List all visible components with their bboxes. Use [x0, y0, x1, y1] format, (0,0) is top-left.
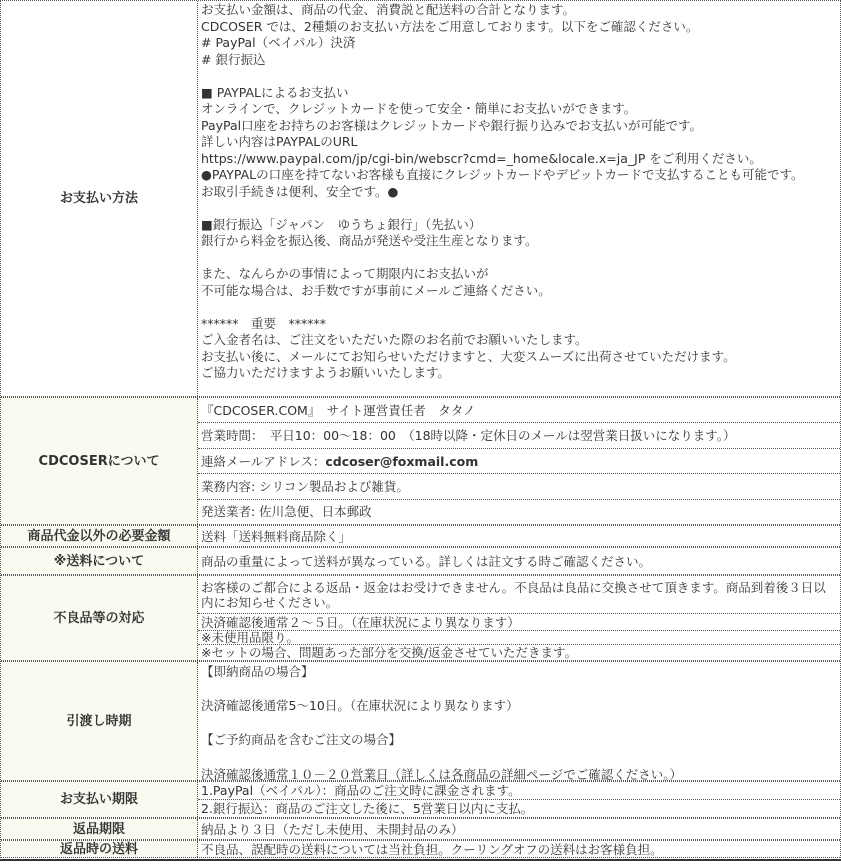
row-label-extra-fees: 商品代金以外の必要金額	[1, 526, 198, 546]
text-line: CDCOSER では、2種類のお支払い方法をご用意しております。以下をご確認ください。	[201, 18, 699, 34]
shipping-carrier-line: 発送業者: 佐川急便、日本郵政	[201, 504, 372, 520]
text-line: オンラインで、クレジットカードを使って安全・簡単にお支払いができます。	[201, 101, 637, 116]
text-line: 詳しい内容はPAYPALのURL	[201, 134, 358, 149]
text-line: 銀行から料金を振込後、商品が発送や受注生産となります。	[201, 233, 538, 248]
blank-line	[201, 200, 838, 217]
row-label-shipping-note: ※送料について	[1, 548, 198, 574]
row-about-cdcoser	[1, 397, 840, 525]
row-label-delivery-timing: 引渡し時期	[1, 662, 198, 780]
row-payment-deadline	[1, 781, 840, 818]
bottom-divider-bar	[0, 859, 841, 861]
extra-fees-content: 送料「送料無料商品除く」	[201, 529, 352, 544]
text-line: ご入金者名は、ご注文をいただいた際のお名前でお願いいたします。	[201, 332, 588, 347]
delivery-timing-content	[198, 662, 840, 780]
defects-processing-time-line: 決済確認後通常２～５日。（在庫状況により異なります）	[198, 614, 840, 631]
payment-method-content	[198, 1, 840, 396]
text-line: 【即納商品の場合】	[201, 664, 314, 679]
shipping-note-content: 商品の重量によって送料が異なっている。詳しくは註文する時ご確認ください。	[201, 554, 652, 569]
row-payment-method	[1, 1, 840, 397]
text-line: ■ PAYPALによるお支払い	[201, 84, 349, 100]
contact-line	[198, 449, 840, 474]
row-delivery-timing	[1, 661, 840, 781]
business-description-line: 業務内容: シリコン製品および雑貨。	[198, 474, 840, 499]
defects-handling-content	[198, 576, 840, 660]
blank-line	[201, 250, 838, 267]
text-line: お支払い金額は、商品の代金、消費説と配送料の合計となります。	[201, 2, 576, 17]
text-line: # PayPal（ベイパル）決済	[201, 35, 356, 50]
blank-line	[201, 714, 838, 731]
business-hours-line: 営業時間： 平日10：00～18：00 （18時以降・定休日のメールは翌営業日扱いになります。）	[198, 423, 840, 448]
paypal-url-line: https://www.paypal.com/jp/cgi-bin/webscr?cmd=_home&locale.x=ja_JP をご利用ください。	[201, 150, 762, 166]
text-line: PayPal口座をお持ちのお客様はクレジットカードや銀行振り込みでお支払いが可能です。	[201, 117, 702, 133]
text-line: 決済確認後通常5～10日。（在庫状況により異なります）	[201, 698, 519, 714]
contact-label: 連絡メールアドレス：	[201, 453, 326, 469]
row-label-about-cdcoser: CDCOSERについて	[1, 398, 198, 524]
defects-unused-only-line: ※未使用品限り。	[198, 631, 840, 645]
text-line: ●PAYPALの口座を持てないお客様も直接にクレジットカードやデビットカードで支払することも可能です。	[201, 167, 804, 182]
paypal-deadline-line: 1.PayPal（ベイパル）：商品のご注文時に課金されます。	[198, 782, 840, 800]
text-line: また、なんらかの事情によって期限内にお支払いが	[201, 266, 489, 281]
important-note-header: ****** 重要 ******	[201, 315, 327, 331]
return-deadline-content: 納品より３日（ただし未使用、未開封品のみ）	[201, 822, 464, 837]
about-cdcoser-content	[198, 398, 840, 524]
row-label-return-deadline: 返品期限	[1, 819, 198, 839]
text-line: お支払い後に、メールにてお知らせいただけますと、大変スムーズに出荷させていただけます。	[201, 348, 736, 364]
contact-email: cdcoser@foxmail.com	[325, 453, 479, 469]
row-label-payment-method: お支払い方法	[1, 1, 198, 396]
text-line: 決済確認後通常１０－２０営業日（詳しくは各商品の詳細ページでご確認ください。）	[201, 766, 683, 780]
text-line: お取引手続きは便利、安全です。●	[201, 183, 399, 199]
defects-set-exchange-line: ※セットの場合、問題あった部分を交換/返金させていただきます。	[201, 645, 578, 660]
blank-line	[201, 680, 838, 697]
row-return-shipping	[1, 840, 840, 858]
text-line: # 銀行振込	[201, 51, 266, 67]
text-line: 【ご予約商品を含むご注文の場合】	[201, 732, 402, 748]
row-label-return-shipping: 返品時の送料	[1, 841, 198, 857]
row-label-defects-handling: 不良品等の対応	[1, 576, 198, 660]
text-line: 不可能な場合は、お手数ですが事前にメールご連絡ください。	[201, 282, 551, 298]
row-extra-fees	[1, 525, 840, 547]
payment-deadline-content	[198, 782, 840, 817]
blank-line	[201, 299, 838, 316]
row-defects-handling	[1, 575, 840, 661]
row-shipping-note	[1, 547, 840, 575]
return-shipping-content: 不良品、誤配時の送料については当社負担。クーリングオフの送料はお客様負担。	[201, 842, 663, 857]
row-label-payment-deadline: お支払い期限	[1, 782, 198, 817]
text-line: ご協力いただけますようお願いいたします。	[201, 365, 451, 380]
bank-transfer-deadline-line: 2.銀行振込：商品のご注文した後に、5営業日以内に支払。	[201, 801, 534, 816]
row-return-deadline	[1, 818, 840, 840]
blank-line	[201, 748, 838, 765]
site-operator-line: 『CDCOSER.COM』 サイト運営責任者 タタノ	[198, 398, 840, 423]
blank-line	[201, 68, 838, 85]
text-line: ■銀行振込「ジャパン ゆうちょ銀行」（先払い）	[201, 216, 482, 232]
defects-policy-line: お客様のご都合による返品・返金はお受けできません。不良品は良品に交換させて頂きます。商品到着後３日以内にお知らせください。	[198, 576, 840, 614]
